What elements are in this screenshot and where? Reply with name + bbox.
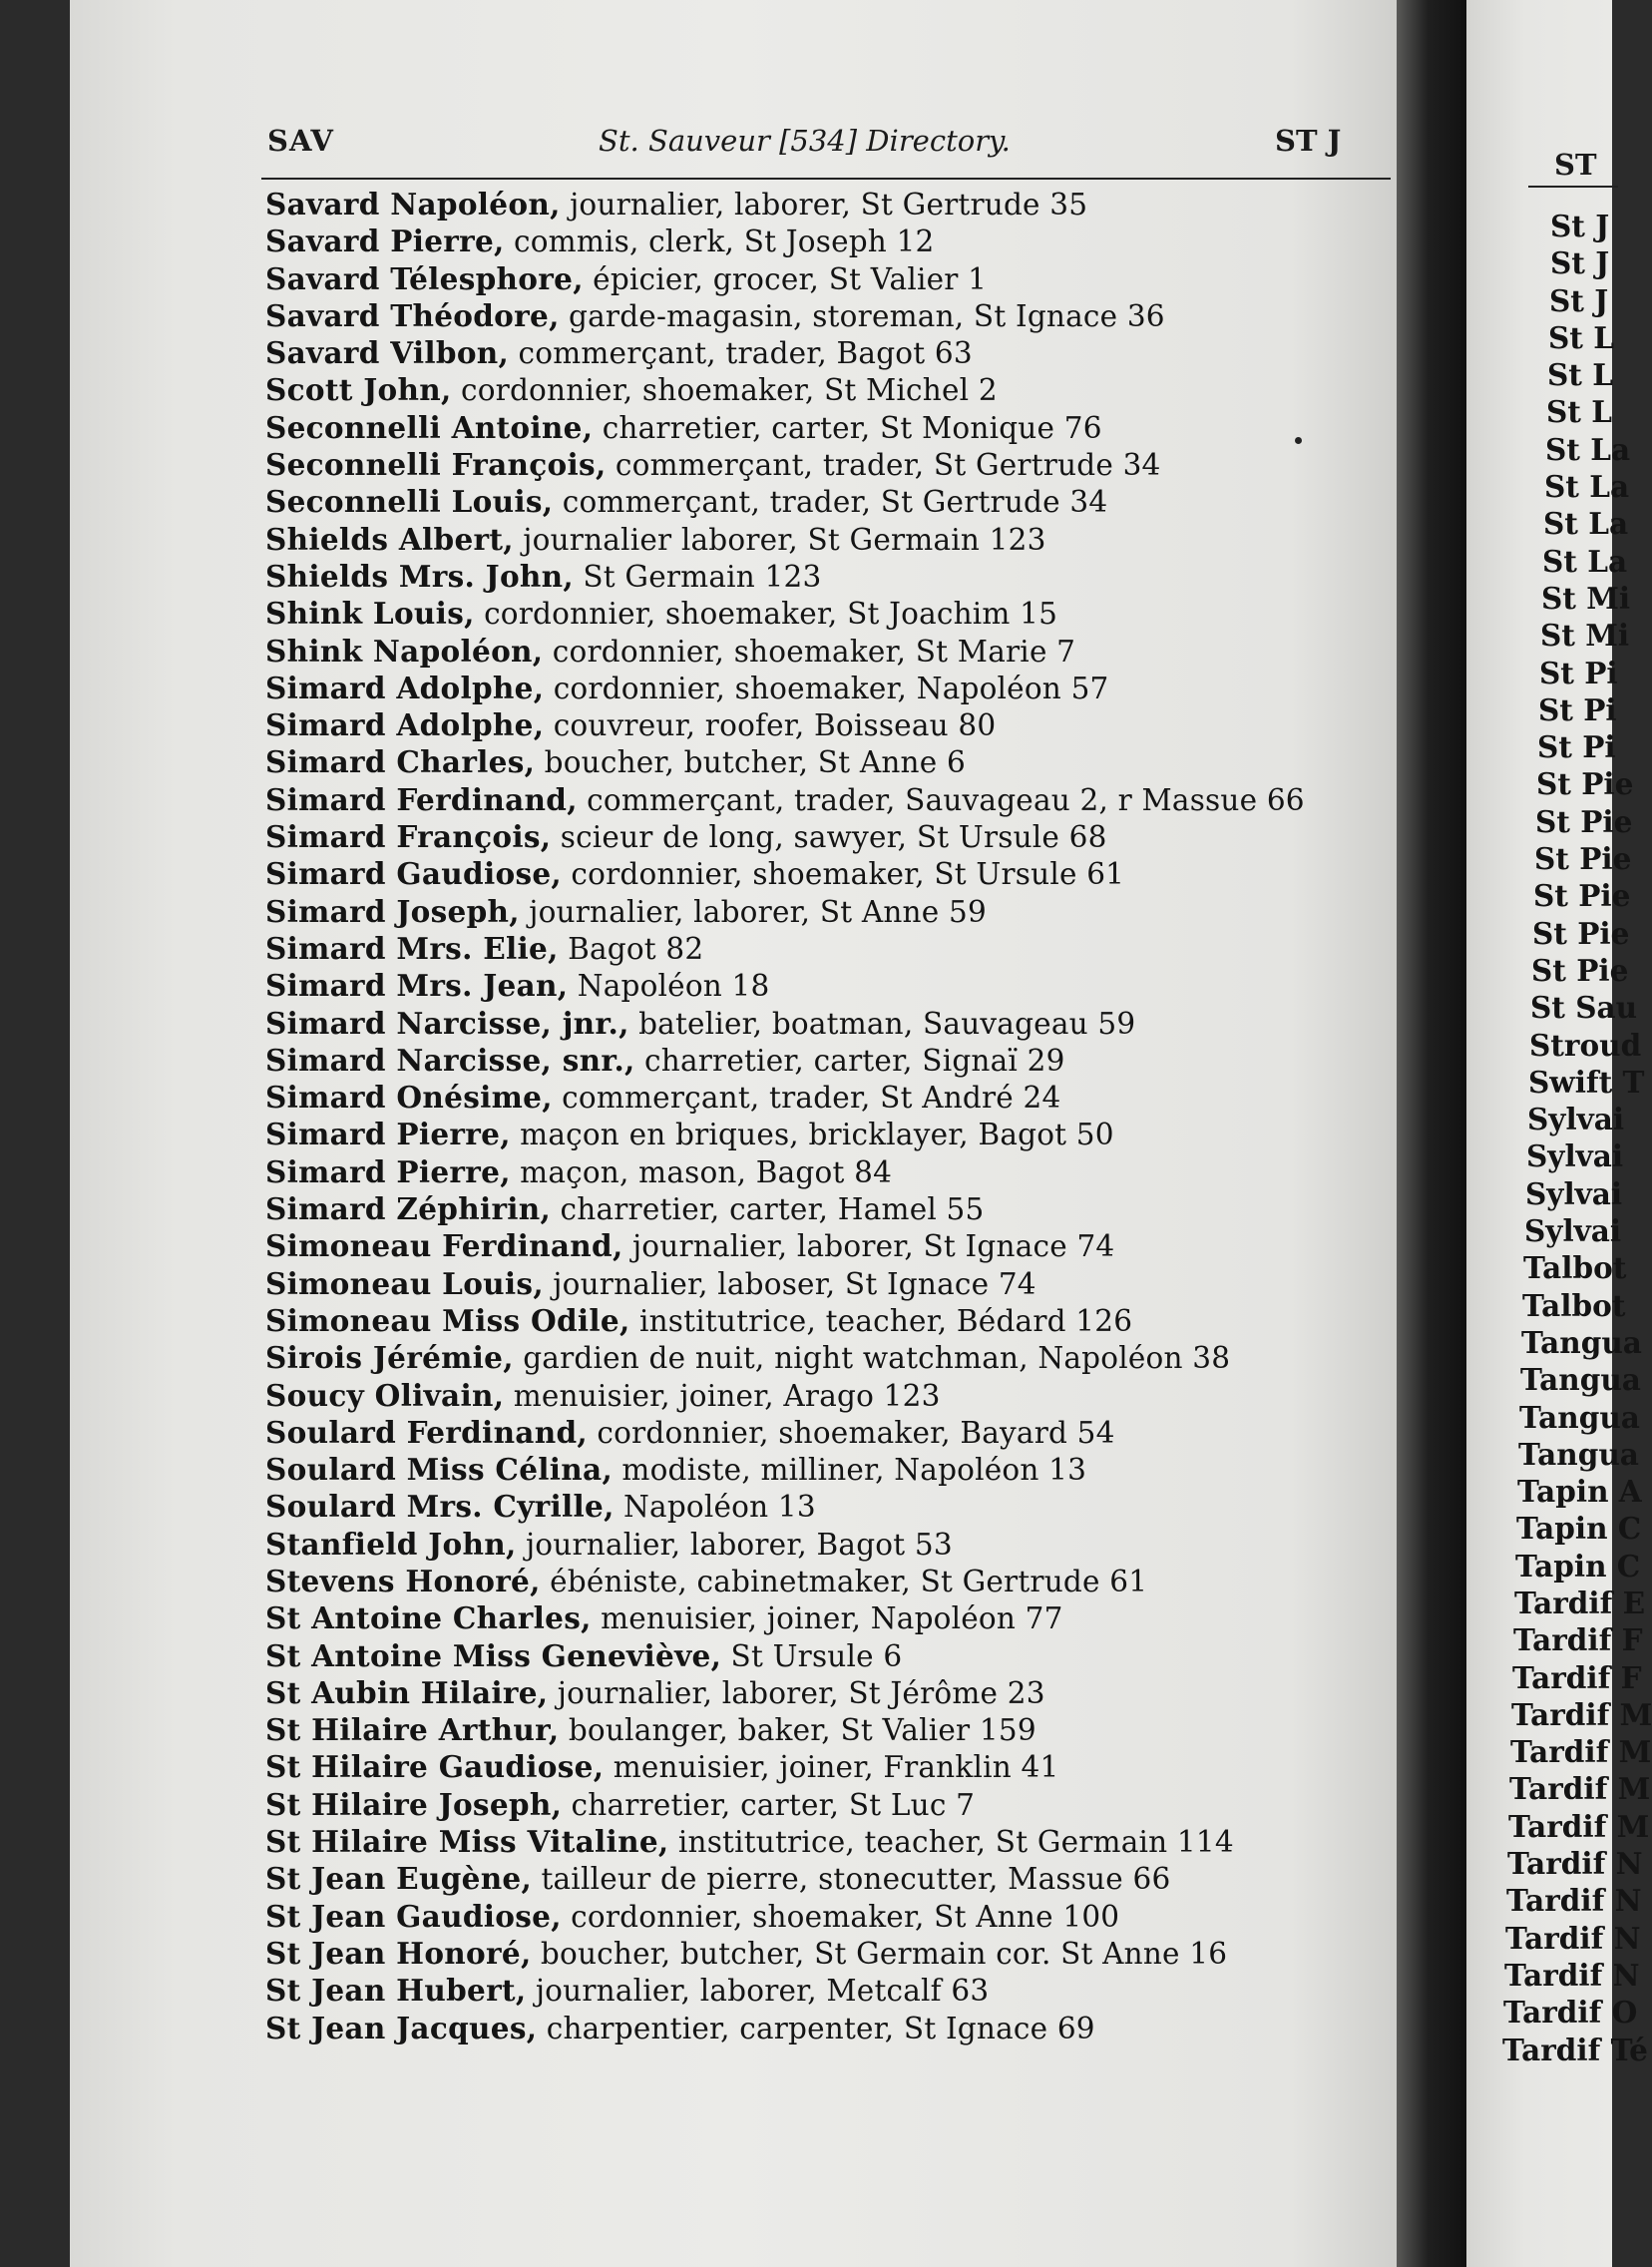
entry-detail: commis, clerk, St Joseph 12 xyxy=(514,225,935,259)
entry-detail: charpentier, carpenter, St Ignace 69 xyxy=(546,2011,1095,2045)
entry-name: Savard Pierre, xyxy=(265,224,505,259)
entry-name: Simoneau Louis, xyxy=(265,1265,544,1301)
entry-name: Simard Mrs. Jean, xyxy=(265,968,569,1004)
entry-detail: tailleur de pierre, stonecutter, Massue 66 xyxy=(541,1862,1171,1897)
entry-detail: cordonnier, shoemaker, Bayard 54 xyxy=(597,1415,1115,1450)
right-page-entry: St Pie xyxy=(1536,766,1634,802)
entry-detail: journalier, laborer, Metcalf 63 xyxy=(535,1974,990,2009)
right-page-entry: St La xyxy=(1542,543,1628,579)
entry-name: Seconnelli François, xyxy=(265,447,607,483)
entry-name: Simard Mrs. Elie, xyxy=(265,930,559,966)
header-rule xyxy=(261,178,1391,180)
entry-name: St Hilaire Gaudiose, xyxy=(265,1749,605,1785)
directory-entry xyxy=(265,1860,1383,1897)
right-page-entry: Stroud xyxy=(1529,1027,1642,1063)
right-page-entry: St La xyxy=(1545,431,1631,467)
directory-entry xyxy=(265,1451,1383,1488)
right-page xyxy=(1466,0,1652,2267)
entry-detail: modiste, milliner, Napoléon 13 xyxy=(621,1453,1087,1488)
directory-entry xyxy=(265,186,1383,223)
entry-name: Stevens Honoré, xyxy=(265,1563,541,1598)
entry-detail: journalier, laborer, St Ignace 74 xyxy=(631,1229,1115,1264)
directory-entry xyxy=(265,297,1383,334)
entry-name: Sirois Jérémie, xyxy=(265,1340,514,1376)
entry-detail: garde-magasin, storeman, St Ignace 36 xyxy=(569,298,1165,333)
directory-entry xyxy=(265,595,1383,632)
entry-name: St Jean Jacques, xyxy=(265,2010,538,2045)
directory-entry xyxy=(265,2010,1383,2046)
right-page-entry: Tardif M xyxy=(1511,1696,1652,1732)
entry-detail: maçon en briques, bricklayer, Bagot 50 xyxy=(520,1118,1114,1152)
directory-entry xyxy=(265,743,1383,780)
directory-entries xyxy=(265,186,1383,2046)
right-page-entry: St J xyxy=(1549,282,1609,318)
right-page-entry: Talbot xyxy=(1522,1287,1626,1323)
directory-entry xyxy=(265,855,1383,892)
entry-detail: journalier laborer, St Germain 123 xyxy=(523,522,1046,557)
right-page-entry: Tangua xyxy=(1519,1399,1640,1435)
directory-entry xyxy=(265,967,1383,1004)
directory-entry xyxy=(265,930,1383,967)
right-page-entry: St Sau xyxy=(1530,990,1638,1026)
entry-name: Shields Albert, xyxy=(265,521,514,557)
directory-entry xyxy=(265,1786,1383,1823)
directory-entry xyxy=(265,1153,1383,1190)
right-page-entry: St J xyxy=(1550,245,1610,281)
entry-name: Shields Mrs. John, xyxy=(265,558,574,594)
entry-detail: commerçant, trader, St André 24 xyxy=(562,1081,1061,1116)
entry-detail: charretier, carter, St Monique 76 xyxy=(602,410,1102,445)
entry-name: Simard Narcisse, jnr., xyxy=(265,1005,629,1041)
directory-entry xyxy=(265,706,1383,743)
entry-detail: journalier, laborer, St Gertrude 35 xyxy=(570,188,1088,222)
right-page-entry: St L xyxy=(1547,357,1613,393)
entry-name: St Jean Honoré, xyxy=(265,1935,532,1971)
directory-entry xyxy=(265,1674,1383,1711)
right-page-entry: St La xyxy=(1543,506,1629,542)
right-page-entry: St L xyxy=(1546,394,1612,430)
right-page-entry: St Pie xyxy=(1534,841,1632,877)
right-page-entry: St Pi xyxy=(1537,729,1616,765)
entry-name: Simard François, xyxy=(265,819,552,855)
entry-name: St Aubin Hilaire, xyxy=(265,1674,549,1710)
directory-entry xyxy=(265,483,1383,520)
directory-entry xyxy=(265,1302,1383,1339)
directory-entry xyxy=(265,558,1383,595)
book-binding xyxy=(1397,0,1466,2267)
entry-detail: journalier, laboser, St Ignace 74 xyxy=(553,1266,1036,1301)
entry-detail: journalier, laborer, Bagot 53 xyxy=(525,1527,953,1562)
entry-name: Seconnelli Antoine, xyxy=(265,409,594,445)
entry-name: Simard Adolphe, xyxy=(265,707,545,743)
right-page-entry: Sylvai xyxy=(1524,1213,1622,1249)
right-page-entry: Tapin C xyxy=(1516,1511,1642,1547)
directory-entry xyxy=(265,223,1383,259)
entry-detail: cordonnier, shoemaker, St Joachim 15 xyxy=(484,597,1058,632)
running-head-right: ST J xyxy=(1275,124,1342,158)
entry-detail: menuisier, joiner, Napoléon 77 xyxy=(601,1601,1063,1636)
right-page-entry: St Mi xyxy=(1540,618,1630,654)
entry-name: Seconnelli Louis, xyxy=(265,484,554,520)
entry-name: Simard Ferdinand, xyxy=(265,781,578,817)
right-page-entry: Tardif N xyxy=(1506,1883,1642,1919)
entry-detail: épicier, grocer, St Valier 1 xyxy=(593,261,988,296)
entry-name: Simoneau Miss Odile, xyxy=(265,1302,630,1338)
right-page-entry: Tardif E xyxy=(1514,1585,1646,1620)
right-page-entry: St Pie xyxy=(1532,915,1630,951)
entry-detail: ébéniste, cabinetmaker, St Gertrude 61 xyxy=(550,1564,1148,1598)
entry-detail: St Germain 123 xyxy=(583,559,822,594)
right-page-entry: Tardif F xyxy=(1512,1659,1642,1695)
entry-name: Simoneau Ferdinand, xyxy=(265,1228,623,1264)
entry-name: Savard Théodore, xyxy=(265,297,560,333)
entry-detail: commerçant, trader, Bagot 63 xyxy=(518,336,973,371)
right-page-entry: Tardif N xyxy=(1507,1846,1643,1882)
right-page-entry: Tangua xyxy=(1520,1362,1641,1398)
entry-detail: charretier, carter, Signaï 29 xyxy=(644,1043,1065,1078)
directory-entry xyxy=(265,1339,1383,1376)
right-page-entry: Tardif N xyxy=(1504,1957,1640,1993)
entry-name: Simard Charles, xyxy=(265,744,536,780)
entry-detail: commerçant, trader, St Gertrude 34 xyxy=(615,448,1161,483)
entry-name: Scott John, xyxy=(265,372,452,408)
entry-name: Simard Joseph, xyxy=(265,893,520,929)
directory-entry xyxy=(265,521,1383,558)
right-page-entry: Tardif F xyxy=(1513,1622,1643,1658)
entry-detail: charretier, carter, St Luc 7 xyxy=(571,1787,976,1822)
entry-detail: couvreur, roofer, Boisseau 80 xyxy=(553,708,997,743)
entry-detail: menuisier, joiner, Arago 123 xyxy=(513,1378,941,1413)
entry-name: St Jean Eugène, xyxy=(265,1861,533,1897)
directory-entry xyxy=(265,1116,1383,1152)
directory-entry xyxy=(265,371,1383,408)
right-page-entry: St Mi xyxy=(1541,580,1631,616)
right-page-entry: St L xyxy=(1548,319,1614,355)
entry-detail: journalier, laborer, St Anne 59 xyxy=(529,894,987,929)
entry-name: St Jean Gaudiose, xyxy=(265,1898,562,1934)
directory-entry xyxy=(265,1414,1383,1451)
directory-entry xyxy=(265,1711,1383,1748)
directory-entry xyxy=(265,1227,1383,1264)
directory-entry xyxy=(265,670,1383,706)
entry-name: Soulard Ferdinand, xyxy=(265,1414,588,1450)
entry-name: Simard Gaudiose, xyxy=(265,856,562,892)
entry-name: St Antoine Miss Geneviève, xyxy=(265,1637,722,1673)
entry-detail: institutrice, teacher, St Germain 114 xyxy=(677,1825,1234,1860)
entry-detail: boucher, butcher, St Anne 6 xyxy=(544,745,966,780)
entry-detail: maçon, mason, Bagot 84 xyxy=(520,1154,893,1189)
entry-detail: scieur de long, sawyer, St Ursule 68 xyxy=(560,820,1107,855)
right-page-entry: St Pie xyxy=(1533,878,1631,914)
directory-entry xyxy=(265,260,1383,297)
right-page-entry: Sylvai xyxy=(1527,1102,1625,1137)
right-page-entry: Swift T xyxy=(1528,1064,1645,1100)
entry-detail: cordonnier, shoemaker, St Marie 7 xyxy=(552,634,1076,669)
entry-detail: commerçant, trader, Sauvageau 2, r Massue 66 xyxy=(587,782,1305,817)
right-page-running-head: ST xyxy=(1554,148,1597,182)
entry-detail: menuisier, joiner, Franklin 41 xyxy=(613,1750,1059,1785)
entry-name: Soulard Mrs. Cyrille, xyxy=(265,1489,615,1525)
directory-entry xyxy=(265,781,1383,818)
right-page-entry: St Pi xyxy=(1539,655,1618,690)
right-page-entry: Tardif M xyxy=(1508,1808,1650,1844)
entry-detail: Napoléon 13 xyxy=(623,1490,816,1525)
directory-entry xyxy=(265,1637,1383,1674)
directory-entry xyxy=(265,1190,1383,1227)
entry-name: St Hilaire Arthur, xyxy=(265,1712,560,1748)
directory-entry xyxy=(265,1377,1383,1414)
directory-entry xyxy=(265,818,1383,855)
right-page-entry: Tardif Té xyxy=(1502,2032,1648,2067)
entry-name: Savard Vilbon, xyxy=(265,335,510,371)
entry-name: Stanfield John, xyxy=(265,1526,517,1562)
directory-entry xyxy=(265,1898,1383,1935)
directory-entry xyxy=(265,334,1383,371)
directory-entry xyxy=(265,1748,1383,1785)
right-page-entry: Tapin A xyxy=(1517,1474,1642,1510)
directory-entry xyxy=(265,409,1383,446)
directory-entry xyxy=(265,1972,1383,2009)
entry-name: Shink Napoléon, xyxy=(265,633,544,669)
right-page-entry: Tangua xyxy=(1521,1324,1642,1360)
directory-entry xyxy=(265,1526,1383,1563)
directory-entry xyxy=(265,893,1383,930)
entry-detail: Napoléon 18 xyxy=(577,969,770,1004)
entry-detail: commerçant, trader, St Gertrude 34 xyxy=(562,485,1108,520)
entry-detail: institutrice, teacher, Bédard 126 xyxy=(638,1303,1133,1338)
entry-name: Simard Narcisse, snr., xyxy=(265,1042,635,1078)
right-page-entry: Talbot xyxy=(1523,1250,1627,1286)
entry-detail: batelier, boatman, Sauvageau 59 xyxy=(638,1006,1136,1041)
directory-entry xyxy=(265,1935,1383,1972)
entry-detail: cordonnier, shoemaker, St Michel 2 xyxy=(460,373,998,408)
entry-detail: cordonnier, shoemaker, Napoléon 57 xyxy=(553,671,1109,705)
entry-name: St Antoine Charles, xyxy=(265,1600,592,1636)
entry-detail: boucher, butcher, St Germain cor. St Anne 16 xyxy=(540,1936,1228,1971)
right-page-entry: Tangua xyxy=(1518,1436,1639,1472)
right-page-entry: St La xyxy=(1544,469,1630,505)
directory-entry xyxy=(265,1599,1383,1636)
entry-name: Simard Zéphirin, xyxy=(265,1191,552,1227)
entry-detail: charretier, carter, Hamel 55 xyxy=(560,1192,985,1227)
entry-detail: journalier, laborer, St Jérôme 23 xyxy=(557,1675,1045,1710)
entry-name: Simard Pierre, xyxy=(265,1153,511,1189)
running-head-left: SAV xyxy=(267,124,334,158)
entry-detail: cordonnier, shoemaker, St Anne 100 xyxy=(571,1899,1120,1934)
entry-name: St Hilaire Miss Vitaline, xyxy=(265,1824,669,1860)
entry-name: St Hilaire Joseph, xyxy=(265,1786,563,1822)
directory-entry xyxy=(265,1563,1383,1599)
right-page-entry: Tardif O xyxy=(1503,1995,1638,2031)
entry-name: Savard Télesphore, xyxy=(265,260,584,296)
directory-entry xyxy=(265,633,1383,670)
entry-detail: gardien de nuit, night watchman, Napoléon 38 xyxy=(523,1341,1231,1376)
directory-entry xyxy=(265,1042,1383,1079)
entry-name: St Jean Hubert, xyxy=(265,1973,527,2009)
entry-name: Savard Napoléon, xyxy=(265,187,561,222)
entry-detail: Bagot 82 xyxy=(568,931,704,966)
right-page-entry: St Pie xyxy=(1535,803,1633,839)
entry-detail: cordonnier, shoemaker, St Ursule 61 xyxy=(571,857,1125,892)
right-page-entry: Sylvai xyxy=(1526,1138,1624,1174)
entry-name: Simard Adolphe, xyxy=(265,670,545,705)
right-page-entry: Tardif M xyxy=(1510,1734,1652,1770)
right-page-entries xyxy=(1466,208,1652,2068)
entry-name: Simard Pierre, xyxy=(265,1117,511,1152)
directory-entry xyxy=(265,1005,1383,1042)
right-page-entry: Tardif N xyxy=(1505,1920,1641,1956)
right-page-entry: St Pie xyxy=(1531,952,1629,988)
directory-entry xyxy=(265,1823,1383,1860)
directory-entry xyxy=(265,446,1383,483)
entry-detail: St Ursule 6 xyxy=(730,1638,903,1673)
entry-name: Simard Onésime, xyxy=(265,1080,553,1116)
entry-name: Soulard Miss Célina, xyxy=(265,1452,614,1488)
page-title: St. Sauveur [534] Directory. xyxy=(599,124,1011,158)
right-page-entry: St Pi xyxy=(1538,691,1617,727)
right-page-entry: Sylvai xyxy=(1525,1175,1623,1211)
right-page-entry: Tardif M xyxy=(1509,1771,1651,1807)
entry-name: Soucy Olivain, xyxy=(265,1377,505,1413)
entry-detail: boulanger, baker, St Valier 159 xyxy=(568,1713,1036,1748)
right-page-header-rule xyxy=(1528,186,1618,188)
directory-entry xyxy=(265,1265,1383,1302)
directory-entry xyxy=(265,1079,1383,1116)
entry-name: Shink Louis, xyxy=(265,596,475,632)
right-page-entry: Tapin C xyxy=(1515,1548,1641,1584)
right-page-entry: St J xyxy=(1550,209,1610,243)
directory-entry xyxy=(265,1488,1383,1525)
